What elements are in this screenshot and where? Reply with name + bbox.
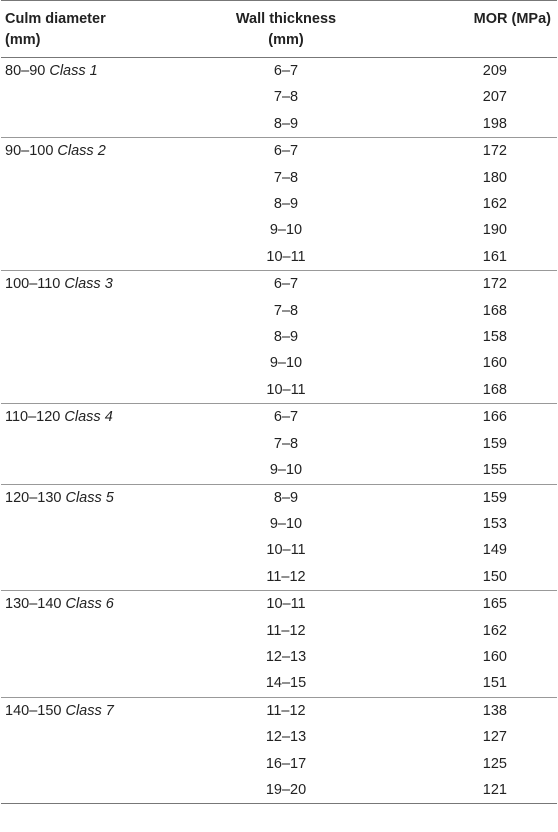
table-row xyxy=(1,431,557,457)
mor-cell: 168 xyxy=(482,302,507,319)
wall-thickness-cell: 8–9 xyxy=(273,329,299,346)
mor-cell: 127 xyxy=(482,729,507,746)
culm-diameter-cell xyxy=(1,271,201,298)
culm-diameter-cell xyxy=(1,564,201,591)
wall-thickness-cell: 6–7 xyxy=(273,143,299,160)
culm-diameter-cell xyxy=(1,111,201,138)
class-group xyxy=(1,58,557,138)
class-label: Class 1 xyxy=(49,63,98,79)
wall-thickness-cell: 7–8 xyxy=(273,89,299,106)
mor-cell: 125 xyxy=(482,755,507,772)
class-label: Class 3 xyxy=(64,276,113,293)
culm-diameter-cell xyxy=(1,191,201,217)
wall-thickness-cell: 6–7 xyxy=(273,276,299,293)
table-row xyxy=(1,350,557,376)
culm-diameter-cell xyxy=(1,244,201,271)
wall-thickness-cell: 16–17 xyxy=(265,755,307,772)
header-culm-diameter: Culm diameter (mm) xyxy=(1,1,201,58)
mor-cell: 172 xyxy=(482,143,507,160)
mor-cell: 160 xyxy=(482,648,507,665)
culm-diameter-cell xyxy=(1,777,201,804)
culm-diameter-cell xyxy=(1,298,201,324)
wall-thickness-cell: 11–12 xyxy=(266,702,306,719)
wall-thickness-cell: 7–8 xyxy=(273,302,299,319)
wall-thickness-cell: 10–11 xyxy=(266,381,306,398)
table-row xyxy=(1,644,557,670)
mor-cell: 155 xyxy=(482,462,507,479)
culm-diameter-cell xyxy=(1,591,201,618)
table-row xyxy=(1,457,557,484)
wall-thickness-cell: 10–11 xyxy=(266,596,306,613)
class-label: Class 7 xyxy=(65,702,114,719)
class-group xyxy=(1,404,557,484)
mor-cell: 160 xyxy=(482,355,507,372)
culm-diameter-cell xyxy=(1,84,201,110)
culm-diameter-cell xyxy=(1,511,201,537)
wall-thickness-cell: 9–10 xyxy=(269,222,303,239)
header-wall-thickness: Wall thickness (mm) xyxy=(201,1,371,58)
wall-thickness-cell: 7–8 xyxy=(273,169,299,186)
table-row xyxy=(1,618,557,644)
diameter-range: 110–120 xyxy=(5,409,61,426)
mor-cell: 138 xyxy=(482,702,507,719)
culm-diameter-cell xyxy=(1,670,201,697)
table-row xyxy=(1,697,557,724)
wall-thickness-cell: 7–8 xyxy=(273,435,299,452)
mor-cell: 153 xyxy=(482,515,507,532)
table-row xyxy=(1,324,557,350)
culm-diameter-cell xyxy=(1,751,201,777)
wall-thickness-cell: 19–20 xyxy=(265,781,307,798)
table-row xyxy=(1,58,557,85)
mor-cell: 180 xyxy=(482,169,507,186)
culm-diameter-cell xyxy=(1,644,201,670)
culm-diameter-cell xyxy=(1,431,201,457)
culm-diameter-cell xyxy=(1,697,201,724)
culm-diameter-cell xyxy=(1,217,201,243)
diameter-range: 90–100 xyxy=(5,143,54,160)
table-row xyxy=(1,777,557,804)
wall-thickness-cell: 6–7 xyxy=(273,409,299,426)
wall-thickness-cell: 8–9 xyxy=(273,115,299,132)
wall-thickness-cell: 8–9 xyxy=(273,196,299,213)
wall-thickness-cell: 9–10 xyxy=(269,515,303,532)
wall-thickness-cell: 6–7 xyxy=(273,63,299,79)
culm-diameter-cell xyxy=(1,537,201,563)
table-row xyxy=(1,191,557,217)
header-mor: MOR (MPa) xyxy=(371,1,557,58)
table-row xyxy=(1,111,557,138)
culm-diameter-cell xyxy=(1,377,201,404)
mor-cell: 165 xyxy=(482,596,507,613)
table-row xyxy=(1,84,557,110)
diameter-range: 100–110 xyxy=(5,276,61,293)
table-row xyxy=(1,670,557,697)
table-row xyxy=(1,138,557,165)
mor-cell: 162 xyxy=(482,622,507,639)
table-row xyxy=(1,484,557,511)
culm-diameter-cell xyxy=(1,324,201,350)
mor-cell: 168 xyxy=(482,381,507,398)
table-row xyxy=(1,271,557,298)
wall-thickness-cell: 9–10 xyxy=(269,462,303,479)
culm-diameter-cell xyxy=(1,138,201,165)
mor-cell: 150 xyxy=(482,568,507,585)
culm-diameter-cell xyxy=(1,404,201,431)
table-row xyxy=(1,511,557,537)
mor-cell: 151 xyxy=(482,675,507,692)
table-row xyxy=(1,404,557,431)
table-row xyxy=(1,591,557,618)
class-label: Class 4 xyxy=(64,409,113,426)
wall-thickness-cell: 9–10 xyxy=(269,355,303,372)
table-row xyxy=(1,244,557,271)
class-label: Class 5 xyxy=(65,489,114,506)
class-label: Class 6 xyxy=(65,596,114,613)
culm-diameter-cell xyxy=(1,165,201,191)
culm-diameter-cell xyxy=(1,618,201,644)
wall-thickness-cell: 14–15 xyxy=(265,675,307,692)
table-row xyxy=(1,537,557,563)
diameter-range: 80–90 xyxy=(5,63,46,79)
table-row xyxy=(1,724,557,750)
wall-thickness-cell: 12–13 xyxy=(265,729,307,746)
mor-cell: 172 xyxy=(482,276,507,293)
table-row xyxy=(1,751,557,777)
class-group xyxy=(1,271,557,404)
class-group xyxy=(1,697,557,804)
diameter-range: 140–150 xyxy=(5,702,62,719)
wall-thickness-cell: 12–13 xyxy=(265,648,307,665)
mor-cell: 162 xyxy=(482,196,507,213)
wall-thickness-cell: 11–12 xyxy=(266,568,306,585)
table-header xyxy=(1,1,557,58)
culm-diameter-cell xyxy=(1,58,201,85)
diameter-range: 120–130 xyxy=(5,489,62,506)
culm-diameter-cell xyxy=(1,350,201,376)
class-group xyxy=(1,484,557,591)
culm-diameter-cell xyxy=(1,484,201,511)
table-row xyxy=(1,298,557,324)
class-group xyxy=(1,138,557,271)
mor-cell: 158 xyxy=(482,329,507,346)
mor-cell: 209 xyxy=(482,63,507,79)
culm-diameter-cell xyxy=(1,724,201,750)
class-group xyxy=(1,591,557,698)
mor-cell: 166 xyxy=(482,409,507,426)
mor-cell: 207 xyxy=(482,89,507,106)
mor-table xyxy=(1,0,557,804)
class-label: Class 2 xyxy=(57,143,106,160)
wall-thickness-cell: 8–9 xyxy=(273,489,299,506)
mor-cell: 159 xyxy=(482,489,507,506)
mor-cell: 159 xyxy=(482,435,507,452)
table-row xyxy=(1,165,557,191)
mor-cell: 121 xyxy=(482,781,507,798)
table-row xyxy=(1,564,557,591)
table-row xyxy=(1,377,557,404)
mor-cell: 198 xyxy=(482,115,507,132)
wall-thickness-cell: 10–11 xyxy=(266,542,306,559)
mor-cell: 149 xyxy=(482,542,507,559)
wall-thickness-cell: 11–12 xyxy=(266,622,306,639)
mor-cell: 190 xyxy=(482,222,507,239)
table-row xyxy=(1,217,557,243)
diameter-range: 130–140 xyxy=(5,596,62,613)
mor-cell: 161 xyxy=(482,248,507,265)
wall-thickness-cell: 10–11 xyxy=(266,248,306,265)
culm-diameter-cell xyxy=(1,457,201,484)
